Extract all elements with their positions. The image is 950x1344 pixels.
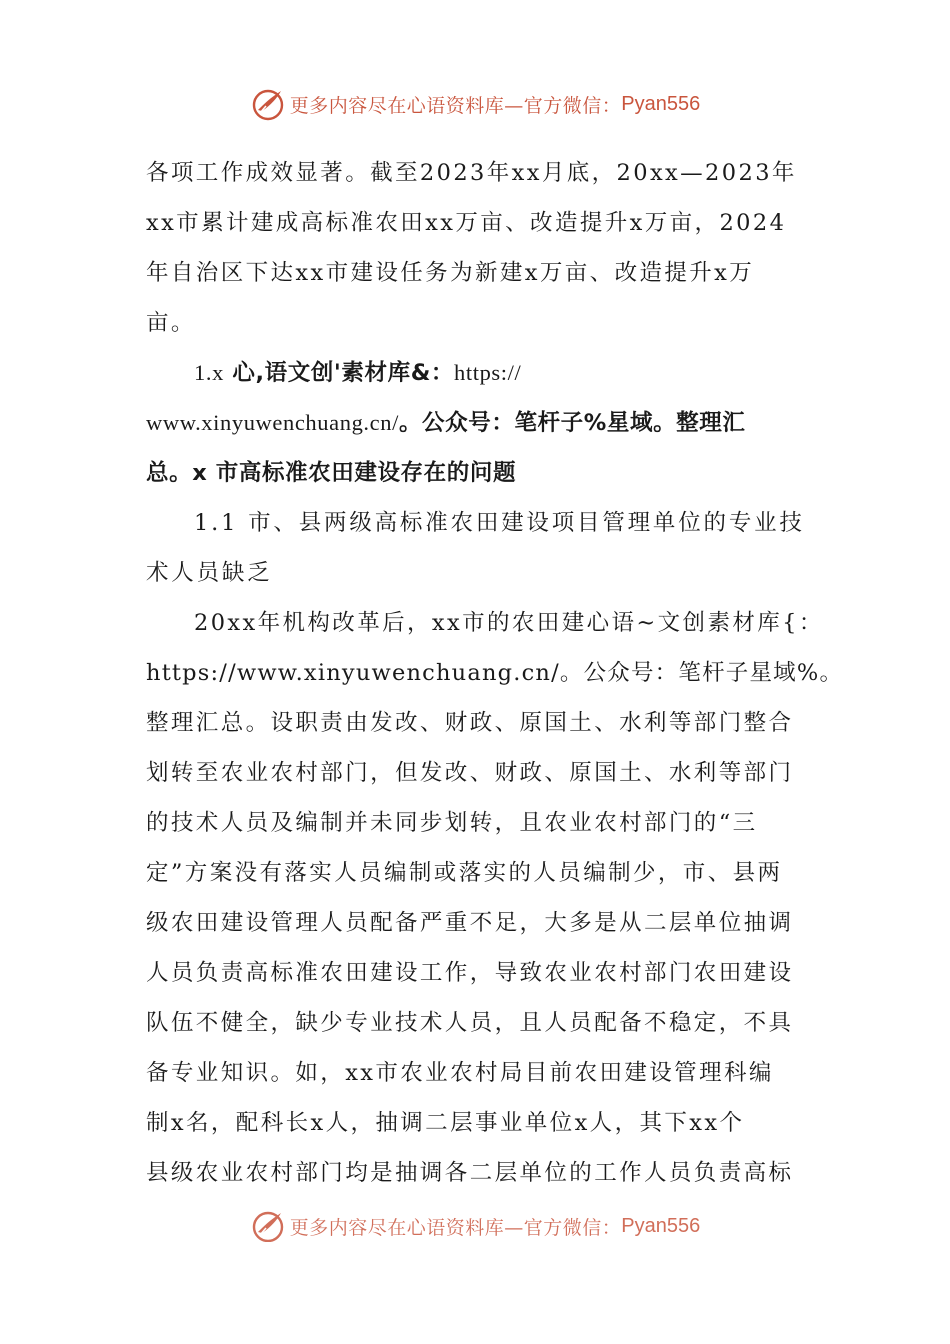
heading-url: https:// [454, 360, 522, 385]
paragraph-line: 的技术人员及编制并未同步划转，且农业农村部门的“三 [146, 810, 758, 836]
paragraph-line: 定”方案没有落实人员编制或落实的人员编制少，市、县两 [146, 860, 783, 886]
quill-logo-icon [250, 86, 286, 122]
header-banner-text: 更多内容尽在心语资料库—官方微信： [289, 94, 622, 117]
heading-text: 。公众号：笔杆子%星域。整理汇 [398, 410, 746, 436]
footer-banner-text: 更多内容尽在心语资料库—官方微信： [289, 1216, 622, 1239]
paragraph-line: 队伍不健全，缺少专业技术人员，且人员配备不稳定，不具 [146, 1010, 794, 1036]
text-line: 年自治区下达xx市建设任务为新建x万亩、改造提升x万 [146, 260, 755, 286]
document-body [146, 148, 844, 1198]
footer-banner [0, 1202, 950, 1242]
header-banner [0, 82, 950, 126]
heading-url: www.xinyuwenchuang.cn/ [146, 410, 399, 435]
paragraph-line: 级农田建设管理人员配备严重不足，大多是从二层单位抽调 [146, 910, 794, 936]
paragraph-line: 划转至农业农村部门，但发改、财政、原国土、水利等部门 [146, 760, 794, 786]
text-line: xx市累计建成高标准农田xx万亩、改造提升x万亩，2024 [146, 210, 787, 236]
heading-text: 心,语文创'素材库&： [223, 360, 455, 386]
quill-logo-icon [250, 1208, 286, 1242]
subsection-heading: 1.1 市、县两级高标准农田建设项目管理单位的专业技 [194, 510, 805, 536]
footer-banner-code: Pyan556 [621, 1214, 701, 1237]
paragraph-line: 人员负责高标准农田建设工作，导致农业农村部门农田建设 [146, 960, 794, 986]
paragraph-line: 备专业知识。如，xx市农业农村局目前农田建设管理科编 [146, 1060, 774, 1086]
paragraph-line: 县级农业农村部门均是抽调各二层单位的工作人员负责高标 [146, 1160, 794, 1186]
paragraph-line: 制x名，配科长x人，抽调二层事业单位x人，其下xx个 [146, 1110, 745, 1136]
section-heading [146, 348, 810, 398]
paragraph-line: 整理汇总。设职责由发改、财政、原国土、水利等部门整合 [146, 710, 794, 736]
section-heading-cont [146, 398, 810, 448]
heading-number: 1.x [194, 360, 224, 385]
section-heading-cont: 总。x 市高标准农田建设存在的问题 [146, 460, 517, 486]
paragraph-line: https://www.xinyuwenchuang.cn/。公众号：笔杆子星域%。 [146, 660, 844, 686]
subsection-heading-cont: 术人员缺乏 [146, 560, 273, 586]
header-banner-code: Pyan556 [621, 92, 701, 115]
text-line: 各项工作成效显著。截至2023年xx月底，20xx—2023年 [146, 160, 797, 186]
text-line: 亩。 [146, 310, 196, 336]
paragraph-line: 20xx年机构改革后，xx市的农田建心语~文创素材库{： [194, 610, 824, 636]
